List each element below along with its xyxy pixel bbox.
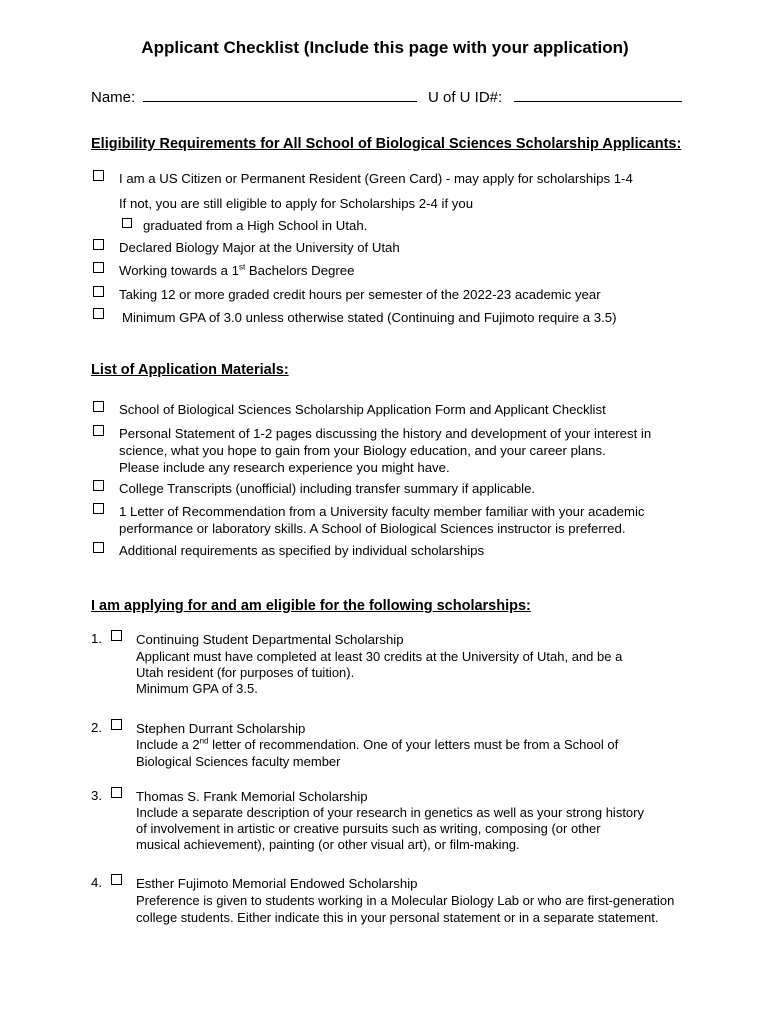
s2-desc-post: letter of recommendation. One of your letters must be from a School of — [208, 737, 619, 752]
eligibility-checkbox-credits[interactable] — [93, 286, 104, 297]
materials-item-recommendation-line2: performance or laboratory skills. A School of Biological Sciences instructor is preferred. — [119, 521, 626, 536]
scholarship-4-desc-line2: college students. Either indicate this in your personal statement or in a separate statement. — [136, 910, 659, 925]
name-field[interactable] — [143, 87, 417, 102]
eligibility-checkbox-gpa[interactable] — [93, 308, 104, 319]
scholarship-1-checkbox[interactable] — [111, 630, 122, 641]
materials-checkbox-form[interactable] — [93, 401, 104, 412]
eligibility-item-citizen: I am a US Citizen or Permanent Resident (Green Card) - may apply for scholarships 1-4 — [119, 171, 633, 186]
scholarship-4-title: Esther Fujimoto Memorial Endowed Scholarship — [136, 876, 418, 891]
s2-desc-pre: Include a 2 — [136, 737, 200, 752]
materials-item-transcripts: College Transcripts (unofficial) including transfer summary if applicable. — [119, 481, 536, 496]
scholarship-4-desc-line1: Preference is given to students working in a Molecular Biology Lab or who are first-generation — [136, 893, 675, 908]
uid-field[interactable] — [514, 87, 682, 102]
scholarship-3-number: 3. — [91, 788, 102, 803]
uid-row — [428, 87, 682, 106]
materials-item-recommendation-line1: 1 Letter of Recommendation from a University faculty member familiar with your academic — [119, 504, 645, 519]
page-title: Applicant Checklist (Include this page with your application) — [141, 38, 629, 57]
eligibility-item-major: Declared Biology Major at the University of Utah — [119, 240, 400, 255]
materials-item-statement-line3: Please include any research experience you might have. — [119, 460, 450, 475]
name-row — [91, 87, 417, 106]
degree-text-pre: Working towards a 1 — [119, 263, 239, 278]
eligibility-checkbox-degree[interactable] — [93, 262, 104, 273]
s2-desc-sup: nd — [199, 736, 209, 746]
eligibility-heading: Eligibility Requirements for All School of Biological Sciences Scholarship Applicants: — [91, 136, 682, 152]
scholarship-3-desc-line2: of involvement in artistic or creative pursuits such as writing, composing (or other — [136, 821, 601, 836]
scholarship-3-desc-line3: musical achievement), painting (or other visual art), or film-making. — [136, 837, 520, 852]
scholarship-1-title: Continuing Student Departmental Scholarship — [136, 632, 404, 647]
scholarships-heading: I am applying for and am eligible for the following scholarships: — [91, 598, 531, 614]
scholarship-1-desc-line1: Applicant must have completed at least 30 credits at the University of Utah, and be a — [136, 649, 623, 664]
eligibility-item-utah-hs: graduated from a High School in Utah. — [143, 218, 368, 233]
eligibility-checkbox-utah-hs[interactable] — [122, 218, 132, 228]
scholarship-2-number: 2. — [91, 720, 102, 735]
scholarship-4-checkbox[interactable] — [111, 874, 122, 885]
scholarship-2-desc-line1 — [136, 737, 618, 754]
materials-item-statement-line1: Personal Statement of 1-2 pages discussing the history and development of your interest in — [119, 426, 652, 441]
scholarship-1-number: 1. — [91, 631, 102, 646]
eligibility-note: If not, you are still eligible to apply for Scholarships 2-4 if you — [119, 196, 474, 211]
scholarship-2-desc-line2: Biological Sciences faculty member — [136, 754, 341, 769]
scholarship-2-checkbox[interactable] — [111, 719, 122, 730]
materials-heading: List of Application Materials: — [91, 362, 289, 378]
eligibility-item-gpa: Minimum GPA of 3.0 unless otherwise stated (Continuing and Fujimoto require a 3.5) — [122, 310, 617, 325]
eligibility-checkbox-citizen[interactable] — [93, 170, 104, 181]
scholarship-3-checkbox[interactable] — [111, 787, 122, 798]
materials-checkbox-statement[interactable] — [93, 425, 104, 436]
degree-text-post: Bachelors Degree — [245, 263, 355, 278]
scholarship-3-desc-line1: Include a separate description of your research in genetics as well as your strong history — [136, 805, 644, 820]
materials-checkbox-additional[interactable] — [93, 542, 104, 553]
materials-checkbox-recommendation[interactable] — [93, 503, 104, 514]
scholarship-2-title: Stephen Durrant Scholarship — [136, 721, 306, 736]
eligibility-item-credits: Taking 12 or more graded credit hours per semester of the 2022-23 academic year — [119, 287, 601, 302]
scholarship-1-desc-line3: Minimum GPA of 3.5. — [136, 681, 258, 696]
materials-item-statement-line2: science, what you hope to gain from your Biology education, and your career plans. — [119, 443, 606, 458]
scholarship-3-title: Thomas S. Frank Memorial Scholarship — [136, 789, 368, 804]
materials-item-additional: Additional requirements as specified by individual scholarships — [119, 543, 485, 558]
materials-checkbox-transcripts[interactable] — [93, 480, 104, 491]
materials-item-form: School of Biological Sciences Scholarship Application Form and Applicant Checklist — [119, 402, 606, 417]
name-label: Name: — [91, 89, 136, 106]
scholarship-4-number: 4. — [91, 875, 102, 890]
uid-label: U of U ID#: — [428, 89, 503, 106]
eligibility-checkbox-major[interactable] — [93, 239, 104, 250]
scholarship-1-desc-line2: Utah resident (for purposes of tuition). — [136, 665, 355, 680]
degree-text-sup: st — [238, 262, 246, 272]
eligibility-item-degree — [119, 262, 354, 279]
